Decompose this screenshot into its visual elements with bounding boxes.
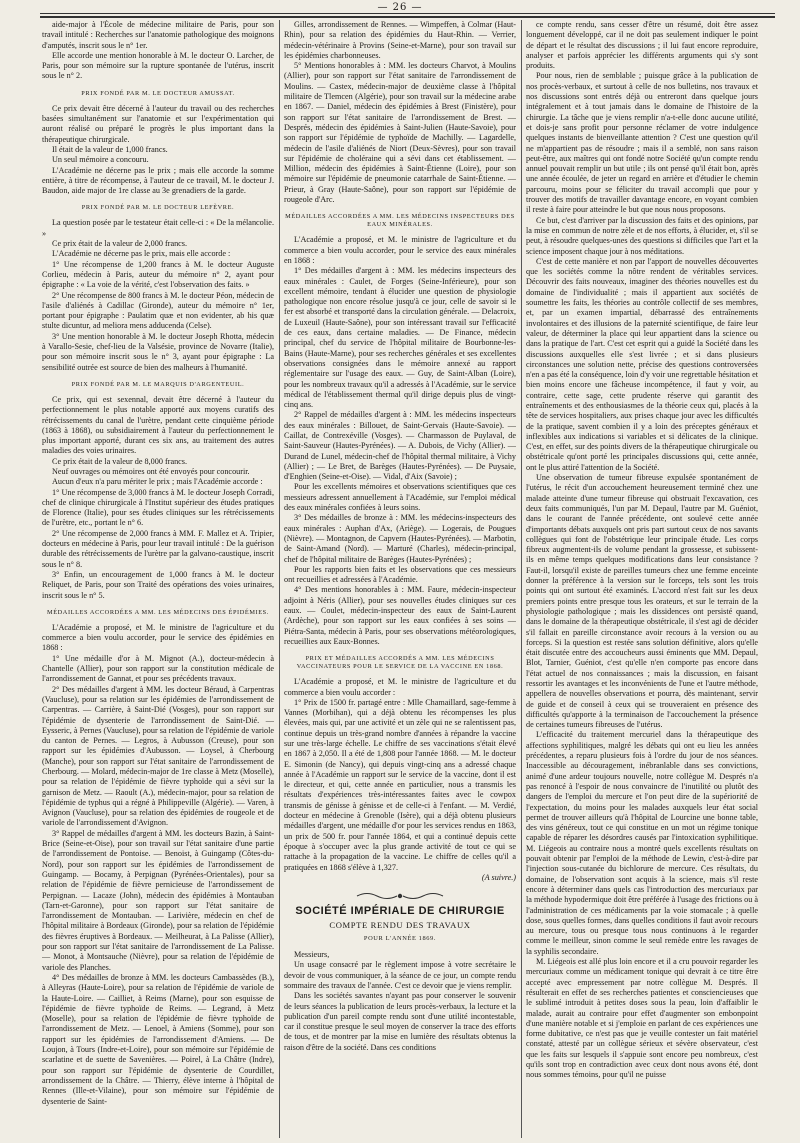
- paragraph: Pour nous, rien de semblable ; puisque grâce à la publication de nos procès-verbaux, et surtout à celle de nos bulletins, nos travaux et nos discussions sont entrés déjà ou entreront dans quelque jours intégralement et à tout jamais dans le domaine de l'histoire de la chirurgie. La tâche que je viens remplir n'a-t-elle donc aucune utilité, et dois-je sans profit pour personne réclamer de votre indulgence quelques instants de bienveillante attention ? C'est une question qu'il ne m'appartient pas de résoudre ; mais il a semblé, non sans raison peut-être, aux maîtres qui ont fondé notre Société qu'un compte rendu annuel pouvait remplir un but utile ; ils ont pensé qu'il était bon, après une année écoulée, de jeter un regard en arrière et d'étudier le chemin parcouru, moins pour se féliciter du travail accompli que pour y trouver des motifs de travailler davantage encore, en voyant combien il reste à faire pour atteindre le but que nous nous proposons.: [526, 71, 758, 215]
- paragraph: 2° Une récompense de 2,000 francs à MM. F. Mallez et A. Tripier, docteurs en médecine à Paris, pour leur travail intitulé : De la guérison durable des rétrécissements de l'urètre par la galvano-caustique, inscrit sous le n° 8.: [42, 528, 274, 569]
- paragraph: 1° Une récompense de 3,000 francs à M. le docteur Joseph Corradi, chef de clinique chirurgicale à l'Institut supérieur des études pratiques de Florence (Italie), pour ses études cliniques sur les rétrécissements de l'urètre, etc., portant le n° 6.: [42, 487, 274, 528]
- section-heading: PRIX FONDÉ PAR M. LE MARQUIS D'ARGENTEUIL.: [71, 380, 245, 388]
- paragraph: Un usage consacré par le règlement impose à votre secrétaire le devoir de vous communiquer, à la séance de ce jour, un compte rendu sommaire des travaux de l'année. C'est ce devoir que je viens remplir.: [284, 960, 516, 990]
- paragraph: 4° Des médailles de bronze à MM. les docteurs Cambassèdes (B.), à Alleyras (Haute-Loire), pour sa relation de l'épidémie de variole de la Haute-Loire. — Cailliet, à Reims (Marne), pour son esquisse de l'épidémie de fièvre typhoïde de Reims. — Legrand, à Metz (Moselle), pour sa relation de l'épidémie de fièvre typhoïde de l'arrondissement de Metz. — Lenoel, à Amiens (Somme), pour son rapport sur les épidémies de l'arrondissement d'Amiens. — De Loujon, à Tours (Indre-et-Loire), pour son mémoire sur l'épidémie de scarlatine et de suette de Savenières. — Poirel, à La Châtre (Indre), pour son rapport sur l'épidémie de dysenterie de Courdillet, arrondissement de la Châtre. — Thierry, élève interne à l'hôpital de Rennes (Ille-et-Vilaine), pour son mémoire sur l'épidémie de dysenterie de Saint-: [42, 972, 274, 1106]
- paragraph: 3° Rappel de médailles d'argent à MM. les docteurs Bazin, à Saint-Brice (Seine-et-Oise), pour son travail sur l'état sanitaire d'une partie de l'arrondissement de Pontoise. — Benoist, à Guingamp (Côtes-du-Nord), pour son rapport sur les épidémies de l'arrondissement de Guingamp. — Bocamy, à Perpignan (Pyrénées-Orientales), pour sa relation de l'épidémie de fièvre pernicieuse de l'arrondissement de Perpignan. — Lacaze (John), médecin des épidémies à Montauban (Tarn-et-Garonne), pour son rapport sur l'état sanitaire de l'arrondissement de Montauban. — Larivière, médecin en chef de l'hôpital militaire à Bordeaux (Gironde), pour sa relation de l'épidémie des fièvres éruptives à Bordeaux. — Meilheurat, à La Palisse (Allier), pour son rapport sur l'état sanitaire de l'arrondissement de La Palisse. — Monot, à Montsauche (Nièvre), pour sa relation de l'épidémie de variole des Planches.: [42, 828, 274, 972]
- paragraph: 5° Mentions honorables à : MM. les docteurs Charvot, à Moulins (Allier), pour son rapport sur l'état sanitaire de l'arrondissement de Moulins. — Castex, médecin-major de deuxième classe à l'hôpital militaire de Tlemcen (Algérie), pour son travail sur la médecine arabe en 1867. — Daniel, médecin des épidémies à Brest (Finistère), pour son rapport sur l'état sanitaire de l'arrondissement de Brest. — Després, médecin des épidémies à Saint-Julien (Haute-Savoie), pour son rapport sur l'épidémie de typhoïde de Machilly. — Lagardelle, médecin de l'asile d'aliénés de Niort (Deux-Sèvres), pour son travail sur l'épidémie de choléraine qui a sévi dans cet établissement. — Million, médecin des épidémies à Saint-Étienne (Loire), pour son mémoire sur l'épidémie de pneumonie catarrhale de Saint-Étienne. — Prieur, à Gray (Haute-Saône), pour son rapport sur l'épidémie de rougeole d'Arc.: [284, 61, 516, 205]
- paragraph: Ce prix devait être décerné à l'auteur du travail ou des recherches basées simultanément sur l'anatomie et sur l'expérimentation qui auront réalisé ou préparé le progrès le plus important dans la thérapeutique chirurgicale.: [42, 103, 274, 144]
- report-year: POUR L'ANNÉE 1869.: [363, 934, 437, 942]
- paragraph: Neuf ouvrages ou mémoires ont été envoyés pour concourir.: [52, 466, 250, 476]
- paragraph: Elle accorde une mention honorable à M. le docteur O. Larcher, de Paris, pour son mémoire sur la rupture spontanée de l'utérus, inscrit sous le n° 2.: [42, 50, 274, 81]
- ornament-divider: [284, 891, 516, 901]
- paragraph: ce compte rendu, sans cesser d'être un résumé, doit être assez longuement développé, car il ne doit pas seulement indiquer le point de départ et le résultat des discussions ; il lui faut encore reproduire, analyser et parfois apprécier les différents arguments qui s'y sont produits.: [526, 20, 758, 71]
- paragraph: L'Académie ne décerne pas le prix ; mais elle accorde la somme entière, à titre de récompense, à l'auteur de ce travail, M. le docteur J. Baudon, aide major de 1re classe au 3e grenadiers de la garde.: [42, 165, 274, 196]
- paragraph: Ce prix était de la valeur de 8,000 francs.: [52, 456, 188, 466]
- paragraph: Dans les sociétés savantes n'ayant pas pour conserver le souvenir de leurs séances la publication de leurs procès-verbaux, la lecture et la publication d'un pareil compte rendu sont d'une utilité incontestable, car il constitue presque le seul moyen de conserver la trace des efforts de tous, et de montrer par la mise en lumière des résultats obtenus la raison d'être de la société. Dans ces conditions: [284, 991, 516, 1052]
- paragraph: Pour les excellents mémoires et observations scientifiques que ces messieurs adressent annuellement à l'Académie, sur l'emploi médical des eaux minérales confiées à leurs soins.: [284, 482, 516, 513]
- paragraph: 3° Une mention honorable à M. le docteur Joseph Rhotta, médecin à Varallo-Sesie, chef-lieu de la Valsésie, province de Novarre (Italie), pour son mémoire inscrit sous le n° 3, ayant pour épigraphe : La sensibilité outrée est source de bien des malheurs à l'humanité.: [42, 331, 274, 372]
- column-divider: [279, 20, 280, 1138]
- society-title: SOCIÉTÉ IMPÉRIALE DE CHIRURGIE: [295, 905, 505, 918]
- continuation-note: (A suivre.): [481, 872, 516, 882]
- paragraph: C'est de cette manière et non par l'apport de nouvelles découvertes que les sociétés comme la nôtre rendent de véritables services. Découvrir des faits nouveaux, imaginer des théories nouvelles est du domaine de l'individualité ; mais il appartient aux sociétés de soumettre les faits, les théories au contrôle collectif de ses membres, et, par un examen impartial, débarrassé des entraînements involontaires et des illusions de la paternité scientifique, de faire leur valeur, de déterminer la place qui leur appartient dans la science ou dans la pratique de l'art. C'est cet esprit qui a guidé la Société dans les discussions auxquelles elle s'est livrée ; et si dans plusieurs circonstances une solution nette, précise des questions controversées n'en a pas été la conséquence, loin d'y voir une regrettable hésitation et bien moins encore une fâcheuse incompétence, il faut y voir, au contraire, cette sage, cette prudente réserve qui garantit des entraînements et des enthousiasmes de la théorie ceux qui, placés à la tête de services hospitaliers, aux prises chaque jour avec les difficultés de la pratique, savent combien il y a loin des préceptes généraux et inflexibles aux indications si variables et si délicates de la clinique. C'est, en effet, sur des points divers de la thérapeutique chirurgicale ou obstétricale qu'ont porté les principales discussions qui, cette année, ont le plus attiré l'attention de la Société.: [526, 256, 758, 472]
- header-rule: [40, 13, 775, 14]
- paragraph: L'Académie a proposé, et M. le ministre de l'agriculture et du commerce a bien voulu accorder, pour le service des épidémies en 1868 :: [42, 622, 274, 653]
- page-number: — 26 —: [377, 2, 423, 13]
- paragraph: 3° Enfin, un encouragement de 1,000 francs à M. le docteur Reliquet, de Paris, pour son Traité des opérations des voies urinaires, inscrit sous le n° 5.: [42, 569, 274, 600]
- section-heading: MÉDAILLES ACCORDÉES A MM. LES MÉDECINS DES ÉPIDÉMIES.: [47, 608, 269, 616]
- paragraph: Gilles, arrondissement de Rennes. — Wimpeffen, à Colmar (Haut-Rhin), pour sa relation des épidémies du Haut-Rhin. — Verrier, médecin-vétérinaire à Provins (Seine-et-Marne), pour son travail sur les épidémies charbonneuses.: [284, 20, 516, 60]
- paragraph: 4° Des mentions honorables à : MM. Faure, médecin-inspecteur adjoint à Néris (Allier), pour ses nouvelles études cliniques sur ces eaux. — Coulet, médecin-inspecteur des eaux de Saint-Laurent (Ardèche), pour son rapport sur les eaux confiées à ses soins — Piétra-Santa, médecin à Paris, pour ses observations météorologiques, recueillies aux Eaux-Bonnes.: [284, 585, 516, 646]
- paragraph: 2° Des médailles d'argent à MM. les docteur Béraud, à Carpentras (Vaucluse), pour sa relation sur les épidémies de l'arrondissement de Carpentras. — Carrière, à Saint-Dié (Vosges), pour son rapport sur l'épidémie de dysenterie de l'arrondissement de Saint-Dié. — Eysseric, à Pernes (Vaucluse), pour sa relation de l'épidémie de variole du canton de Pernes. — Legros, à Aubusson (Creuse), pour son rapport sur les épidémies d'Aubusson. — Loysel, à Cherbourg (Manche), pour son rapport sur l'état sanitaire de l'arrondissement de Cherbourg. — Molard, médecin-major de 1re classe à Metz (Moselle), pour sa relation de l'épidémie de fièvre typhoïde qui a sévi sur la garnison de Metz. — Raoult (A.), médecin-major, pour sa relation de l'épidémie de typhus qui a régné à Philippeville (Algérie). — Varen, à Avignon (Vaucluse), pour sa relation des épidémies de rougeole et de variole de l'arrondissement d'Avignon.: [42, 684, 274, 828]
- header-rule-thick: [40, 16, 775, 18]
- column-2: [284, 20, 516, 1138]
- paragraph: 1° Une médaille d'or à M. Mignot (A.), docteur-médecin à Chantelle (Allier), pour son rapport sur la constitution médicale de l'arrondissement de Gannat, et pour ses précédents travaux.: [42, 653, 274, 684]
- paragraph: L'Académie ne décerne pas le prix, mais elle accorde :: [52, 249, 231, 259]
- paragraph: Ce prix, qui est sexennal, devait être décerné à l'auteur du perfectionnement le plus notable apporté aux moyens curatifs des rétrécissements du canal de l'urètre, pendant cette cinquième période (1863 à 1868), ou subsidiairement à l'auteur du perfectionnement le plus important apporté, durant ces six ans, au traitement des autres maladies des voies urinaires.: [42, 394, 274, 456]
- column-1: [42, 20, 274, 1138]
- paragraph: 2° Rappel de médailles d'argent à : MM. les médecins inspecteurs des eaux minérales : Billouet, de Saint-Gervais (Haute-Savoie). — Caillat, de Contrexéville (Vosges). — Charmasson de Puylaval, de Saint-Sauveur (Hautes-Pyrénées). — A. Dubois, de Vichy (Allier). — Durand de Lunel, médecin-chef de l'hôpital thermal militaire, à Vichy (Allier) ; — Le Bret, de Barèges (Hautes-Pyrénées). — De Puysaie, d'Enghien (Seine-et-Oise). — Vidal, d'Aix (Savoie) ;: [284, 410, 516, 482]
- paragraph: Aucun d'eux n'a paru mériter le prix ; mais l'Académie accorde :: [52, 477, 263, 487]
- paragraph: M. Liégeois est allé plus loin encore et il a cru pouvoir regarder les mercuriaux comme un médicament tonique qui devrait à ce titre être accepté avec empressement par notre collègue M. Després. Il résulterait en effet de ses recherches patientes et consciencieuses que le sublimé introduit à petites doses sous la peau, loin d'affaiblir le malade, aurait au contraire pour effet d'augmenter son embonpoint d'une manière notable et si j'emploie en parlant de ces expériences une forme dubitative, ce n'est pas que je veuille contester un fait matériel constaté, attesté par un collègue sérieux et sévère observateur, c'est que les faits sur lesquels il s'appuie sont encore peu nombreux, c'est qu'ils sont trop en contradiction avec ceux dont nous avons été, dont nous sommes témoins, pour qu'il ne puisse: [526, 957, 758, 1080]
- section-heading: PRIX FONDÉ PAR M. LE DOCTEUR LEFÈVRE.: [81, 204, 235, 212]
- paragraph: aide-major à l'École de médecine militaire de Paris, pour son travail intitulé : Recherches sur l'anatomie pathologique des moignons d'amputés, inscrit sous le n° 1er.: [42, 20, 274, 50]
- column-3: [526, 20, 758, 1138]
- paragraph: 1° Prix de 1500 fr. partagé entre : Mlle Chamaillard, sage-femme à Vannes (Morbihan), qui a déjà obtenu les récompenses les plus élevées, mais qui, par une activité et un zèle qui ne se ralentissent pas, continue depuis un très-grand nombre d'années à répandre la vaccine sur une très-large échelle. Le chiffre de ses vaccinations s'était élevé en 1867 à 2,050. Il a été de 1,808 pour l'année 1868. — M. le docteur E. Simonin (de Nancy), qui depuis vingt-cinq ans a adressé chaque année à l'Académie un rapport sur le service de la vaccine, dont il est le directeur, et qui, cette année en particulier, nous a transmis les résultats d'expériences très-intéressantes faites avec le cowpox transmis de génisse à génisse et de celle-ci à l'enfant. — M. Verdié, docteur en médecine à Grenoble (Isère), qui a déjà obtenu plusieurs médailles d'argent, une médaille d'or pour les services rendus en 1863, un prix de 500 fr. pour l'année 1864, et qui a continué depuis cette époque à s'occuper avec la plus grande activité de tout ce qui se rattache à la propagation de la vaccine. Le chiffre de celles qu'il a pratiquées en 1868 s'élève à 1,327.: [284, 697, 516, 872]
- paragraph: L'efficacité du traitement mercuriel dans la thérapeutique des affections syphilitiques, malgré les débats qui ont eu lieu les années précédentes, a reparu plusieurs fois à l'ordre du jour de nos séances. Inaccessible au découragement, inébranlable dans ses convictions, animé d'une ardeur toujours nouvelle, notre collègue M. Després n'a pas renoncé à l'espoir de nous convaincre de l'inutilité ou plutôt des dangers de l'emploi du mercure et l'on peut dire de la supériorité de l'expectation, du moins pour les malades auxquels leur état social permet de trouver ailleurs qu'à l'hôpital de Lourcine une bonne table, des vins généreux, tout ce qui constitue en un mot un régime tonique capable de réparer les désordres causés par l'intoxication syphilitique. M. Liégeois au contraire nous a montré quels excellents résultats on pouvait obtenir par l'emploi de la méthode de Lewin, c'est-à-dire par l'injection sous-cutanée du bichlorure de mercure. Ces résultats, du domaine, de l'observation sont acquis à la science, mais s'il reste encore à déterminer dans quels cas l'introduction des mercuriaux par la méthode hypodermique doit être préférée à l'usage des frictions ou à l'administration de ces médicaments par la voie stomacale ; à quelle dose, sous quelles formes, dans quelles conditions il faut avoir recours au mercure, tous ou presque tous nous continuons à le regarder comme le meilleur, sinon comme le seul remède entre les ravages de la syphilis secondaire.: [526, 730, 758, 956]
- column-divider: [521, 20, 522, 1138]
- report-title: COMPTE RENDU DES TRAVAUX: [329, 920, 471, 931]
- paragraph: 2° Une récompense de 800 francs à M. le docteur Péon, médecin de l'asile d'aliénés à Cadillac (Gironde), auteur du mémoire n° 1er, portant pour épigraphe : Paulatim quæ et non evidenter, ab his quæ stulte dicuntur, ad meliora mens adducenda (Celse).: [42, 290, 274, 331]
- paragraph: 1° Une récompense de 1,200 francs à M. le docteur Auguste Corlieu, médecin à Paris, auteur du mémoire n° 2, ayant pour épigraphe : « La voie de la vérité, c'est l'observation des faits. »: [42, 259, 274, 290]
- section-heading: PRIX FONDÉ PAR M. LE DOCTEUR AMUSSAT.: [81, 89, 235, 97]
- paragraph: 1° Des médailles d'argent à : MM. les médecins inspecteurs des eaux minérales : Caulet, de Forges (Seine-Inférieure), pour son excellent mémoire, tendant à élucider une question de physiologie pathologique non encore résolue jusqu'à ce jour, celle de savoir si le fer est absorbé et transporté dans la circulation générale. — Delacroix, de Luxeuil (Haute-Saône), pour son intéressant travail sur l'efficacité de ces eaux, dans certaine maladies. — De Finance, médecin principal, chef du service de l'hôpital militaire de Bourbonne-les-Bains (Haute-Marne), pour ses recherches générales et ses excellentes observations consignées dans le mémoire annexé au rapport réglementaire sur l'usage des eaux. — Guy, de Saint-Alban (Loire), pour les nombreux travaux qu'il a adressés à l'Académie, sur le service médical de l'établissement thermal qu'il dirige depuis plus de vingt-cinq ans.: [284, 266, 516, 410]
- paragraph: L'Académie a proposé, et M. le ministre de l'agriculture et du commerce a bien voulu accorder :: [284, 677, 516, 697]
- paragraph: Un seul mémoire a concouru.: [52, 155, 149, 165]
- paragraph: L'Académie a proposé, et M. le ministre de l'agriculture et du commerce a bien voulu accorder, pour le service des eaux minérales en 1868 :: [284, 235, 516, 265]
- paragraph: Ce prix était de la valeur de 2,000 francs.: [52, 239, 188, 249]
- paragraph: Une observation de tumeur fibreuse expulsée spontanément de l'utérus, le récit d'un accouchement heureusement terminé chez une malade atteinte d'une tumeur fibreuse qui obstruait l'excavation, ces deux faits communiqués, l'un par M. Depaul, l'autre par M. Guéniot, dans le courant de l'année précédente, ont soulevé cette année d'importants débats auxquels ont pris part surtout ceux de nos savants collègues qui font de l'obstétrique leur principale étude. Les corps fibreux augmentent-ils de volume pendant la grossesse, et subissent-ils en même temps quelques modifications dans leur consistance ? Faut-il, lorsqu'il existe de pareilles tumeurs chez une femme enceinte donner la préférence à la version sur le forceps, tels sont les trois points qui ont surtout été examinés. L'accord n'est fait sur les deux premiers points entre presque tous les orateurs, et sur le terrain de la physiologie pathologique ; mais les dissidences ont persisté quand, dans le domaine de la thérapeutique obstétricale, il s'est agi de décider s'il fallait en pareille circonstance avoir recours à la version ou au forceps. Si la question est restée sans solution définitive, alors qu'elle était discutée entre des accoucheurs aussi éminents que MM. Depaul, Blot, Tarnier, Guéniot, c'est qu'elle n'en comporte pas encore dans l'état actuel de nos connaissances ; mais la discussion, en faisant ressortir les avantages et les inconvénients de l'une et l'autre méthode, appellera de nouvelles observations et pourra, dès maintenant, servir de guide et de conseil à ceux qui se trouveraient en présence des difficultés qu'apporte à la terminaison de l'accouchement la présence de certaines tumeurs fibreuses de l'utérus.: [526, 473, 758, 730]
- paragraph: La question posée par le testateur était celle-ci : « De la mélancolie. »: [42, 218, 274, 238]
- paragraph: Ce but, c'est d'arriver par la discussion des faits et des opinions, par la mise en commun de notre zèle et de nos efforts, à élucider, et, s'il se peut, à résoudre quelques-unes des questions si difficiles que l'art et la science imposent chaque jour à nos méditations.: [526, 215, 758, 256]
- section-heading: MÉDAILLES ACCORDÉES A MM. LES MÉDECINS INSPECTEURS DES EAUX MINÉRALES.: [285, 213, 515, 229]
- paragraph: Messieurs,: [294, 950, 330, 960]
- paragraph: Il était de la valeur de 1,000 francs.: [52, 144, 168, 154]
- paragraph: Pour les rapports bien faits et les observations que ces messieurs ont recueillies et adressées à l'Académie.: [284, 564, 516, 585]
- section-heading: PRIX ET MÉDAILLES ACCORDÉS A MM. LES MÉDECINS VACCINATEURS POUR LE SERVICE DE LA VACCINE EN 1868.: [296, 655, 504, 671]
- paragraph: 3° Des médailles de bronze à : MM. les médecins-inspecteurs des eaux minérales : Auphan d'Ax, (Ariège). — Logerais, de Pougues (Nièvre). — Montagnon, de Capvern (Hautes-Pyrénées). — Marbotin, de Saint-Amand (Nord). — Marturé (Charles), médecin-principal, chef de l'hôpital militaire de Barèges (Hautes-Pyrénées) ;: [284, 513, 516, 564]
